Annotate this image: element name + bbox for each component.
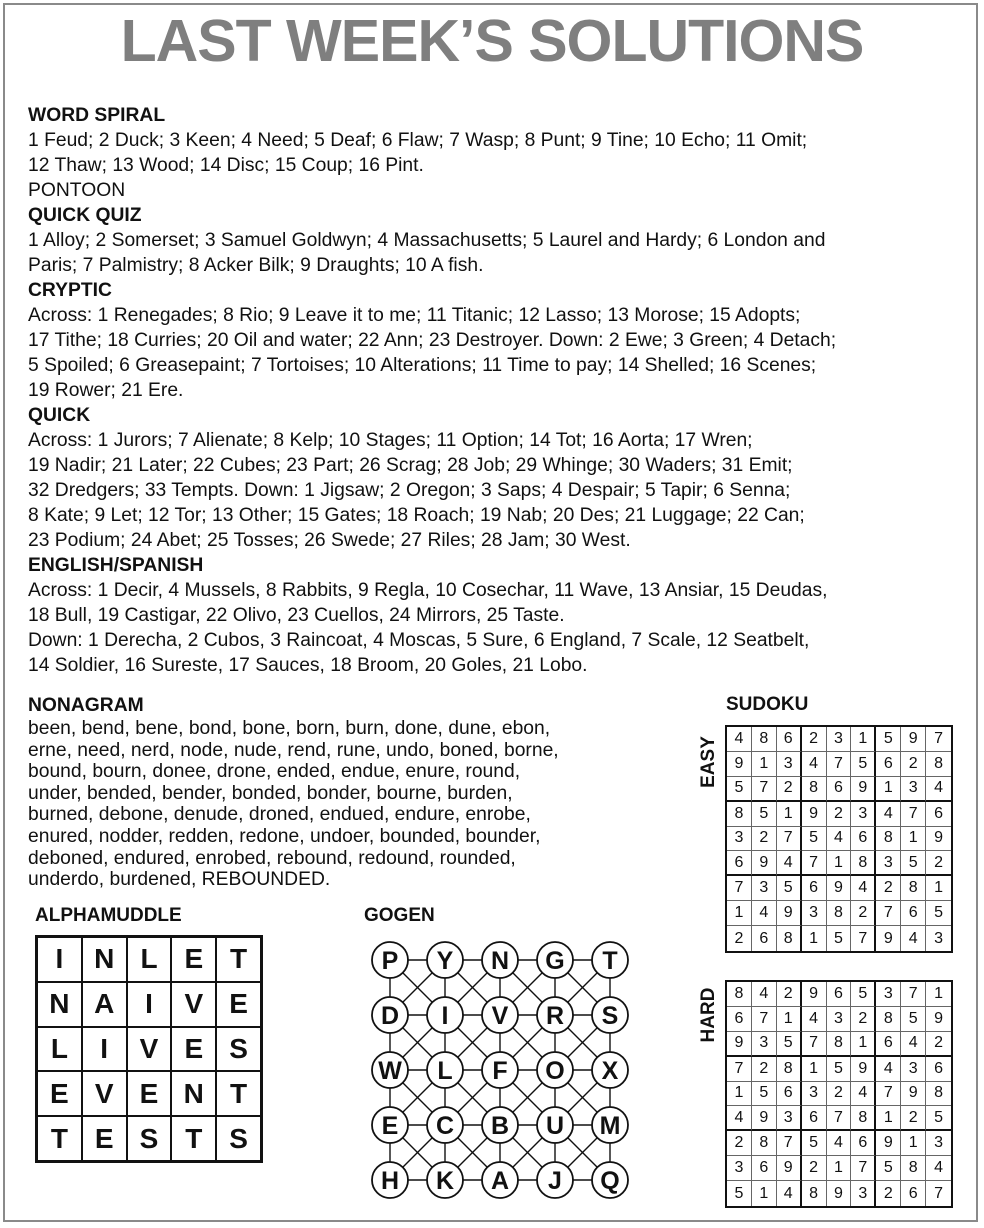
sudoku-cell: 8 bbox=[752, 1131, 777, 1156]
sudoku-cell: 1 bbox=[727, 901, 752, 926]
sudoku-cell: 7 bbox=[727, 876, 752, 901]
sudoku-cell: 6 bbox=[802, 876, 827, 901]
gogen-letter: Q bbox=[600, 1167, 620, 1195]
gogen-letter: X bbox=[601, 1057, 619, 1085]
sudoku-cell: 7 bbox=[934, 1184, 943, 1202]
sudoku-cell: 2 bbox=[727, 1131, 752, 1156]
sudoku-cell: 9 bbox=[727, 752, 752, 777]
sudoku-cell: 7 bbox=[926, 727, 951, 752]
sudoku-cell: 6 bbox=[901, 1181, 926, 1206]
gogen-letter: W bbox=[378, 1057, 402, 1085]
sudoku-cell: 9 bbox=[876, 926, 901, 951]
gogen-letter: U bbox=[545, 1112, 565, 1140]
nonagram-line: enured, nodder, redden, redone, undoer, bounded, bounder, bbox=[28, 825, 541, 847]
alphamuddle-cell: V bbox=[171, 982, 216, 1027]
sudoku-cell: 7 bbox=[901, 982, 926, 1007]
sudoku-cell: 9 bbox=[802, 982, 827, 1007]
sudoku-cell: 4 bbox=[851, 1082, 876, 1107]
sudoku-cell: 6 bbox=[777, 1082, 802, 1107]
sudoku-cell: 5 bbox=[876, 727, 901, 752]
sudoku-cell: 8 bbox=[802, 777, 827, 802]
sudoku-cell: 3 bbox=[851, 1181, 876, 1206]
sudoku-cell: 4 bbox=[727, 1106, 752, 1131]
nonagram-answers bbox=[28, 718, 668, 891]
gogen-grid bbox=[360, 930, 640, 1210]
nonagram-line: underdo, burdened, REBOUNDED. bbox=[28, 869, 331, 891]
sudoku-cell: 4 bbox=[876, 802, 901, 827]
sudoku-cell: 7 bbox=[876, 901, 901, 926]
sudoku-cell: 8 bbox=[827, 1032, 852, 1057]
alphamuddle-cell: I bbox=[37, 937, 82, 982]
section-answer-line: 32 Dredgers; 33 Tempts. Down: 1 Jigsaw; 2 Oregon; 3 Saps; 4 Despair; 5 Tapir; 6 Senna; bbox=[28, 480, 791, 501]
sudoku-cell: 3 bbox=[802, 901, 827, 926]
sudoku-cell: 2 bbox=[901, 752, 926, 777]
sudoku-cell: 4 bbox=[752, 901, 777, 926]
sudoku-easy-grid bbox=[725, 725, 953, 953]
gogen-letter: F bbox=[492, 1057, 508, 1085]
alphamuddle-cell: E bbox=[171, 937, 216, 982]
sudoku-cell: 7 bbox=[827, 1106, 852, 1131]
sudoku-cell: 8 bbox=[752, 727, 777, 752]
sudoku-cell: 9 bbox=[827, 1181, 852, 1206]
section-answer-line: 12 Thaw; 13 Wood; 14 Disc; 15 Coup; 16 Pint. bbox=[28, 155, 424, 176]
sudoku-cell: 8 bbox=[926, 1082, 951, 1107]
sudoku-cell: 8 bbox=[827, 901, 852, 926]
alphamuddle-cell: E bbox=[82, 1116, 127, 1161]
sudoku-cell: 1 bbox=[827, 851, 852, 876]
section-answer-line: 1 Alloy; 2 Somerset; 3 Samuel Goldwyn; 4 Massachusetts; 5 Laurel and Hardy; 6 London and bbox=[28, 230, 826, 251]
gogen-letter: Y bbox=[436, 947, 454, 975]
nonagram-line: bound, bourn, donee, drone, ended, endue, enure, round, bbox=[28, 761, 521, 783]
sudoku-cell: 3 bbox=[901, 777, 926, 802]
alphamuddle-cell: I bbox=[127, 982, 172, 1027]
section-answer-line: 19 Rower; 21 Ere. bbox=[28, 380, 184, 401]
alphamuddle-cell: T bbox=[37, 1116, 82, 1161]
sudoku-cell: 4 bbox=[926, 1156, 951, 1181]
sudoku-cell: 3 bbox=[901, 1057, 926, 1082]
sudoku-cell: 1 bbox=[827, 1156, 852, 1181]
sudoku-cell: 9 bbox=[802, 802, 827, 827]
gogen-letter: M bbox=[599, 1112, 621, 1140]
sudoku-cell: 8 bbox=[876, 1007, 901, 1032]
section-answer-line: Paris; 7 Palmistry; 8 Acker Bilk; 9 Draughts; 10 A fish. bbox=[28, 255, 484, 276]
sudoku-cell: 6 bbox=[901, 901, 926, 926]
sudoku-cell: 7 bbox=[752, 1007, 777, 1032]
sudoku-cell: 5 bbox=[827, 926, 852, 951]
sudoku-cell: 2 bbox=[752, 827, 777, 852]
sudoku-cell: 9 bbox=[851, 1057, 876, 1082]
alphamuddle-cell: N bbox=[171, 1071, 216, 1116]
sudoku-cell: 8 bbox=[901, 876, 926, 901]
sudoku-cell: 5 bbox=[926, 901, 951, 926]
section-answer-line: Across: 1 Renegades; 8 Rio; 9 Leave it to me; 11 Titanic; 12 Lasso; 13 Morose; 15 Adopts; bbox=[28, 305, 801, 326]
gogen-letter: S bbox=[601, 1002, 619, 1030]
sudoku-cell: 4 bbox=[901, 1032, 926, 1057]
nonagram-line: under, bended, bender, bonded, bonder, bourne, burden, bbox=[28, 782, 513, 804]
sudoku-cell: 2 bbox=[727, 926, 752, 951]
sudoku-easy-label: EASY bbox=[698, 736, 719, 788]
sudoku-cell: 7 bbox=[851, 1156, 876, 1181]
sudoku-cell: 1 bbox=[752, 752, 777, 777]
alphamuddle-cell: L bbox=[127, 937, 172, 982]
alphamuddle-cell: S bbox=[216, 1027, 261, 1072]
sudoku-cell: 6 bbox=[777, 727, 802, 752]
nonagram-heading: NONAGRAM bbox=[28, 695, 144, 716]
sudoku-cell: 1 bbox=[802, 1057, 827, 1082]
section-answer-line: 19 Nadir; 21 Later; 22 Cubes; 23 Part; 26 Scrag; 28 Job; 29 Whinge; 30 Waders; 31 Emit; bbox=[28, 455, 793, 476]
section-heading: QUICK QUIZ bbox=[28, 205, 142, 226]
gogen-letter: A bbox=[490, 1167, 510, 1195]
sudoku-cell: 1 bbox=[752, 1181, 777, 1206]
sudoku-cell: 5 bbox=[827, 1057, 852, 1082]
sudoku-cell: 2 bbox=[901, 1106, 926, 1131]
sudoku-cell: 8 bbox=[727, 802, 752, 827]
sudoku-cell: 5 bbox=[752, 802, 777, 827]
sudoku-cell: 2 bbox=[876, 1181, 901, 1206]
sudoku-cell: 1 bbox=[777, 802, 802, 827]
nonagram-section bbox=[28, 694, 668, 891]
sudoku-cell: 9 bbox=[901, 1082, 926, 1107]
section-heading: CRYPTIC bbox=[28, 280, 112, 301]
sudoku-cell: 5 bbox=[901, 851, 926, 876]
sudoku-cell: 5 bbox=[851, 982, 876, 1007]
alphamuddle-cell: T bbox=[171, 1116, 216, 1161]
sudoku-cell: 3 bbox=[727, 1156, 752, 1181]
sudoku-cell: 3 bbox=[876, 851, 901, 876]
sudoku-cell: 9 bbox=[926, 1007, 951, 1032]
sudoku-cell: 6 bbox=[752, 1156, 777, 1181]
sudoku-cell: 4 bbox=[926, 777, 951, 802]
gogen-heading: GOGEN bbox=[364, 905, 435, 926]
sudoku-cell: 6 bbox=[851, 1131, 876, 1156]
sudoku-cell: 1 bbox=[851, 727, 876, 752]
sudoku-cell: 1 bbox=[876, 777, 901, 802]
alphamuddle-cell: N bbox=[82, 937, 127, 982]
gogen-letter: B bbox=[490, 1112, 510, 1140]
sudoku-cell: 7 bbox=[851, 926, 876, 951]
sudoku-cell: 6 bbox=[926, 1057, 951, 1082]
sudoku-heading: SUDOKU bbox=[726, 694, 809, 715]
sudoku-cell: 7 bbox=[802, 851, 827, 876]
sudoku-cell: 3 bbox=[777, 752, 802, 777]
sudoku-cell: 4 bbox=[851, 876, 876, 901]
sudoku-cell: 9 bbox=[827, 876, 852, 901]
sudoku-cell: 2 bbox=[802, 727, 827, 752]
sudoku-cell: 5 bbox=[752, 1082, 777, 1107]
alphamuddle-cell: L bbox=[37, 1027, 82, 1072]
sudoku-cell: 1 bbox=[901, 1131, 926, 1156]
page-title: LAST WEEK’S SOLUTIONS bbox=[120, 8, 864, 74]
nonagram-line: erne, need, nerd, node, nude, rend, rune, undo, boned, borne, bbox=[28, 739, 559, 761]
gogen-letter: J bbox=[548, 1167, 562, 1195]
alphamuddle-cell: E bbox=[216, 982, 261, 1027]
sudoku-cell: 4 bbox=[802, 1007, 827, 1032]
sudoku-cell: 9 bbox=[727, 1032, 752, 1057]
sudoku-cell: 3 bbox=[752, 876, 777, 901]
sudoku-cell: 6 bbox=[752, 926, 777, 951]
solutions-text bbox=[28, 103, 968, 678]
gogen-letter: E bbox=[381, 1112, 399, 1140]
sudoku-cell: 7 bbox=[752, 777, 777, 802]
sudoku-cell: 3 bbox=[802, 1082, 827, 1107]
sudoku-cell: 4 bbox=[901, 926, 926, 951]
sudoku-cell: 1 bbox=[851, 1032, 876, 1057]
sudoku-cell: 6 bbox=[851, 827, 876, 852]
sudoku-cell: 5 bbox=[802, 1131, 827, 1156]
nonagram-line: deboned, endured, enrobed, rebound, redound, rounded, bbox=[28, 847, 516, 869]
sudoku-cell: 8 bbox=[802, 1181, 827, 1206]
sudoku-cell: 3 bbox=[752, 1032, 777, 1057]
sudoku-cell: 6 bbox=[727, 1007, 752, 1032]
sudoku-cell: 7 bbox=[901, 802, 926, 827]
alphamuddle-cell: S bbox=[216, 1116, 261, 1161]
section-answer-line: PONTOON bbox=[28, 180, 126, 201]
sudoku-cell: 6 bbox=[876, 752, 901, 777]
section-answer-line: 1 Feud; 2 Duck; 3 Keen; 4 Need; 5 Deaf; 6 Flaw; 7 Wasp; 8 Punt; 9 Tine; 10 Echo; 11 Omit; bbox=[28, 130, 808, 151]
sudoku-cell: 4 bbox=[727, 727, 752, 752]
sudoku-cell: 5 bbox=[777, 876, 802, 901]
alphamuddle-cell: I bbox=[82, 1027, 127, 1072]
sudoku-cell: 8 bbox=[876, 827, 901, 852]
sudoku-cell: 9 bbox=[777, 901, 802, 926]
sudoku-hard-grid bbox=[725, 980, 953, 1208]
section-heading: QUICK bbox=[28, 405, 91, 426]
section-answer-line: 17 Tithe; 18 Curries; 20 Oil and water; 22 Ann; 23 Destroyer. Down: 2 Ewe; 3 Green; 4 Detach; bbox=[28, 330, 837, 351]
sudoku-cell: 3 bbox=[934, 929, 943, 947]
sudoku-cell: 5 bbox=[926, 1106, 951, 1131]
alphamuddle-cell: A bbox=[82, 982, 127, 1027]
sudoku-cell: 8 bbox=[901, 1156, 926, 1181]
nonagram-line: burned, debone, denude, droned, endued, endure, enrobe, bbox=[28, 804, 531, 826]
sudoku-cell: 1 bbox=[802, 926, 827, 951]
sudoku-cell: 4 bbox=[777, 851, 802, 876]
sudoku-cell: 6 bbox=[876, 1032, 901, 1057]
sudoku-cell: 3 bbox=[876, 982, 901, 1007]
gogen-letter: O bbox=[545, 1057, 565, 1085]
sudoku-cell: 9 bbox=[926, 827, 951, 852]
sudoku-cell: 1 bbox=[901, 827, 926, 852]
sudoku-cell: 2 bbox=[926, 851, 951, 876]
sudoku-cell: 2 bbox=[876, 876, 901, 901]
gogen-letter: K bbox=[435, 1167, 455, 1195]
alphamuddle-cell: N bbox=[37, 982, 82, 1027]
sudoku-cell: 5 bbox=[901, 1007, 926, 1032]
sudoku-cell: 6 bbox=[827, 982, 852, 1007]
sudoku-cell: 9 bbox=[752, 851, 777, 876]
sudoku-cell: 5 bbox=[777, 1032, 802, 1057]
gogen-letter: C bbox=[435, 1112, 455, 1140]
sudoku-cell: 2 bbox=[851, 901, 876, 926]
sudoku-cell: 2 bbox=[827, 1082, 852, 1107]
sudoku-cell: 1 bbox=[777, 1007, 802, 1032]
gogen-letter: V bbox=[491, 1002, 509, 1030]
sudoku-cell: 5 bbox=[727, 1181, 752, 1206]
gogen-letter: G bbox=[545, 947, 565, 975]
section-answer-line: Across: 1 Decir, 4 Mussels, 8 Rabbits, 9 Regla, 10 Cosechar, 11 Wave, 13 Ansiar, 15 Deudas, bbox=[28, 580, 828, 601]
sudoku-cell: 3 bbox=[851, 802, 876, 827]
sudoku-cell: 7 bbox=[802, 1032, 827, 1057]
sudoku-cell: 3 bbox=[827, 1007, 852, 1032]
sudoku-cell: 6 bbox=[926, 802, 951, 827]
sudoku-cell: 2 bbox=[926, 1032, 951, 1057]
sudoku-cell: 1 bbox=[727, 1082, 752, 1107]
gogen-letter: H bbox=[380, 1167, 400, 1195]
gogen-letter: P bbox=[381, 947, 399, 975]
alphamuddle-cell: V bbox=[127, 1027, 172, 1072]
sudoku-cell: 4 bbox=[802, 752, 827, 777]
section-heading: WORD SPIRAL bbox=[28, 105, 166, 126]
sudoku-cell: 7 bbox=[777, 827, 802, 852]
sudoku-cell: 7 bbox=[777, 1131, 802, 1156]
sudoku-cell: 5 bbox=[876, 1156, 901, 1181]
sudoku-cell: 4 bbox=[876, 1057, 901, 1082]
sudoku-cell: 6 bbox=[802, 1106, 827, 1131]
section-answer-line: 5 Spoiled; 6 Greasepaint; 7 Tortoises; 10 Alterations; 11 Time to pay; 14 Shelled; 16 Scenes; bbox=[28, 355, 817, 376]
sudoku-cell: 5 bbox=[851, 752, 876, 777]
gogen-letter: I bbox=[441, 1002, 449, 1030]
sudoku-hard-label: HARD bbox=[698, 987, 719, 1043]
sudoku-cell: 9 bbox=[752, 1106, 777, 1131]
section-answer-line: Across: 1 Jurors; 7 Alienate; 8 Kelp; 10 Stages; 11 Option; 14 Tot; 16 Aorta; 17 Wren; bbox=[28, 430, 753, 451]
section-answer-line: 14 Soldier, 16 Sureste, 17 Sauces, 18 Broom, 20 Goles, 21 Lobo. bbox=[28, 655, 588, 676]
gogen-letter: L bbox=[437, 1057, 453, 1085]
gogen-letter: N bbox=[490, 947, 510, 975]
sudoku-cell: 3 bbox=[827, 727, 852, 752]
sudoku-cell: 7 bbox=[827, 752, 852, 777]
sudoku-cell: 4 bbox=[827, 827, 852, 852]
sudoku-cell: 8 bbox=[777, 926, 802, 951]
sudoku-cell: 5 bbox=[727, 777, 752, 802]
sudoku-cell: 1 bbox=[926, 982, 951, 1007]
alphamuddle-cell: T bbox=[216, 1071, 261, 1116]
sudoku-cell: 7 bbox=[727, 1057, 752, 1082]
sudoku-cell: 2 bbox=[827, 802, 852, 827]
section-answer-line: 8 Kate; 9 Let; 12 Tor; 13 Other; 15 Gates; 18 Roach; 19 Nab; 20 Des; 21 Luggage; 22 Can; bbox=[28, 505, 805, 526]
sudoku-cell: 5 bbox=[802, 827, 827, 852]
sudoku-cell: 8 bbox=[727, 982, 752, 1007]
sudoku-cell: 8 bbox=[851, 1106, 876, 1131]
sudoku-cell: 9 bbox=[876, 1131, 901, 1156]
alphamuddle-grid bbox=[35, 935, 263, 1163]
sudoku-cell: 2 bbox=[777, 982, 802, 1007]
gogen-letter: D bbox=[380, 1002, 400, 1030]
sudoku-cell: 4 bbox=[827, 1131, 852, 1156]
sudoku-cell: 9 bbox=[901, 727, 926, 752]
sudoku-cell: 6 bbox=[727, 851, 752, 876]
section-heading: ENGLISH/SPANISH bbox=[28, 555, 204, 576]
section-answer-line: 23 Podium; 24 Abet; 25 Tosses; 26 Swede; 27 Riles; 28 Jam; 30 West. bbox=[28, 530, 631, 551]
sudoku-cell: 3 bbox=[727, 827, 752, 852]
sudoku-cell: 9 bbox=[851, 777, 876, 802]
sudoku-cell: 9 bbox=[777, 1156, 802, 1181]
sudoku-cell: 2 bbox=[777, 777, 802, 802]
sudoku-cell: 4 bbox=[752, 982, 777, 1007]
section-answer-line: Down: 1 Derecha, 2 Cubos, 3 Raincoat, 4 Moscas, 5 Sure, 6 England, 7 Scale, 12 Seatbelt, bbox=[28, 630, 810, 651]
alphamuddle-heading: ALPHAMUDDLE bbox=[35, 905, 182, 926]
sudoku-cell: 4 bbox=[777, 1181, 802, 1206]
nonagram-line: been, bend, bene, bond, bone, born, burn, done, dune, ebon, bbox=[28, 718, 551, 739]
alphamuddle-cell: T bbox=[216, 937, 261, 982]
sudoku-cell: 2 bbox=[851, 1007, 876, 1032]
sudoku-cell: 2 bbox=[802, 1156, 827, 1181]
alphamuddle-cell: V bbox=[82, 1071, 127, 1116]
gogen-letter: T bbox=[602, 947, 618, 975]
sudoku-cell: 1 bbox=[876, 1106, 901, 1131]
sudoku-cell: 2 bbox=[752, 1057, 777, 1082]
alphamuddle-cell: E bbox=[171, 1027, 216, 1072]
gogen-letter: R bbox=[545, 1002, 565, 1030]
sudoku-cell: 1 bbox=[926, 876, 951, 901]
section-answer-line: 18 Bull, 19 Castigar, 22 Olivo, 23 Cuellos, 24 Mirrors, 25 Taste. bbox=[28, 605, 565, 626]
alphamuddle-cell: E bbox=[37, 1071, 82, 1116]
sudoku-cell: 6 bbox=[827, 777, 852, 802]
alphamuddle-cell: S bbox=[127, 1116, 172, 1161]
sudoku-cell: 8 bbox=[851, 851, 876, 876]
sudoku-cell: 7 bbox=[876, 1082, 901, 1107]
sudoku-cell: 3 bbox=[926, 1131, 951, 1156]
sudoku-cell: 8 bbox=[777, 1057, 802, 1082]
alphamuddle-cell: E bbox=[127, 1071, 172, 1116]
sudoku-cell: 8 bbox=[926, 752, 951, 777]
sudoku-cell: 3 bbox=[777, 1106, 802, 1131]
